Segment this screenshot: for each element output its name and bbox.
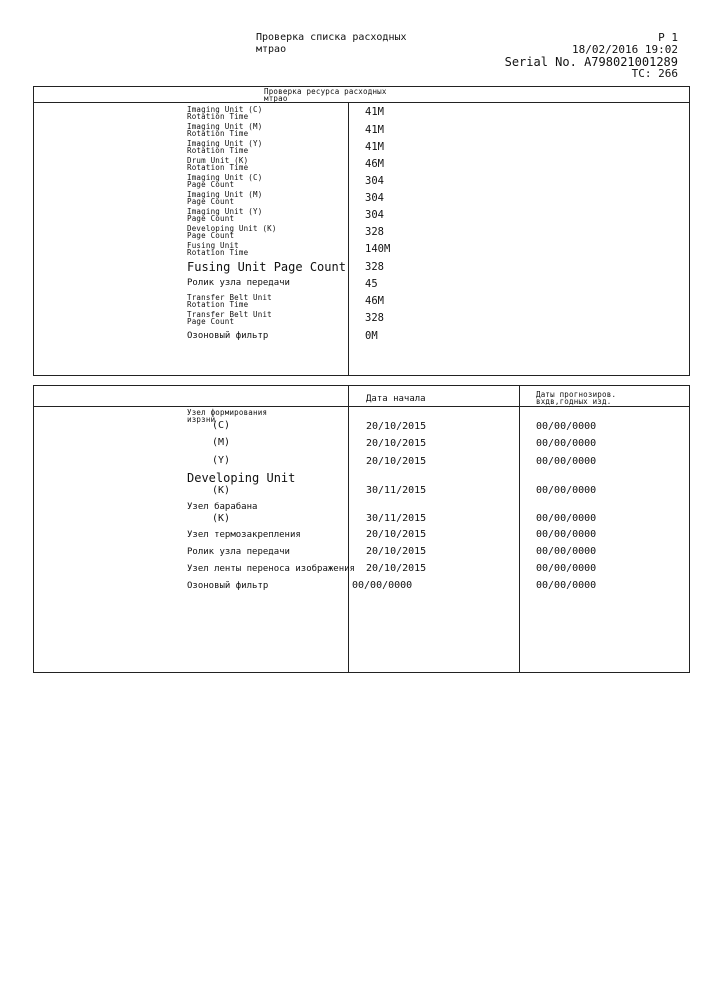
row-forecast-date: 00/00/0000	[536, 513, 597, 524]
row-start-date: 00/00/0000	[352, 580, 413, 591]
row-value: 41M	[365, 106, 384, 118]
row-value: 46M	[365, 295, 384, 307]
row-start-date: 20/10/2015	[366, 563, 427, 574]
report-title	[256, 32, 407, 56]
column-divider	[348, 102, 349, 375]
row-forecast-date: 00/00/0000	[536, 580, 597, 591]
row-start-date: 20/10/2015	[366, 438, 427, 449]
row-forecast-date: 00/00/0000	[536, 529, 597, 540]
row-label: Узел ленты переноса изображения	[187, 564, 355, 574]
row-value: 328	[365, 261, 384, 273]
row-value: 140M	[365, 243, 391, 255]
row-start-date: 20/10/2015	[366, 456, 427, 467]
row-label: Imaging Unit (Y) Rotation Time	[187, 139, 263, 155]
row-forecast-date: 00/00/0000	[536, 485, 597, 496]
row-label: Ролик узла передачи	[187, 278, 290, 288]
row-value: 46M	[365, 158, 384, 170]
column-header-forecast: Даты прогнозиров. вхдв,годных изд.	[536, 390, 617, 406]
row-value: 328	[365, 226, 384, 238]
row-forecast-date: 00/00/0000	[536, 456, 597, 467]
group-label: Developing Unit	[187, 471, 296, 485]
row-forecast-date: 00/00/0000	[536, 421, 597, 432]
row-start-date: 30/11/2015	[366, 485, 427, 496]
row-value: 45	[365, 278, 378, 290]
group-label: Узел барабана	[187, 502, 258, 512]
table-divider	[34, 406, 689, 407]
row-label: Ролик узла передачи	[187, 547, 290, 557]
row-forecast-date: 00/00/0000	[536, 546, 597, 557]
row-label: Imaging Unit (C) Page Count	[187, 173, 263, 189]
row-label: (K)	[212, 513, 231, 524]
row-label: Imaging Unit (C) Rotation Time	[187, 105, 263, 121]
column-divider	[519, 386, 520, 672]
page-number: P 1	[658, 31, 678, 44]
report-title-line2: мтрао	[256, 44, 287, 55]
column-divider	[348, 386, 349, 672]
row-value: 41M	[365, 124, 384, 136]
consumables-usage-table	[33, 86, 690, 376]
row-start-date: 30/11/2015	[366, 513, 427, 524]
row-value: 0M	[365, 330, 378, 342]
report-title-line1: Проверка списка расходных	[256, 32, 407, 43]
row-label: Transfer Belt Unit Page Count	[187, 310, 272, 326]
row-start-date: 20/10/2015	[366, 546, 427, 557]
group-label: Узел формирования изрзнй	[187, 408, 268, 424]
tc-counter: TC: 266	[631, 67, 678, 80]
row-label: Imaging Unit (Y) Page Count	[187, 207, 263, 223]
table-divider	[34, 102, 689, 103]
row-value: 41M	[365, 141, 384, 153]
row-value: 304	[365, 192, 384, 204]
row-value: 328	[365, 312, 384, 324]
row-start-date: 20/10/2015	[366, 529, 427, 540]
row-start-date: 20/10/2015	[366, 421, 427, 432]
row-forecast-date: 00/00/0000	[536, 563, 597, 574]
row-label: (K)	[212, 485, 231, 496]
row-label: (Y)	[212, 455, 231, 466]
section1-title: Проверка ресурса расходных мтрао	[264, 87, 387, 103]
row-label: Озоновый фильтр	[187, 581, 269, 591]
row-label: Узел термозакрепления	[187, 530, 301, 540]
row-label: Imaging Unit (M) Page Count	[187, 190, 263, 206]
serial-number: Serial No. A798021001289	[504, 55, 678, 69]
row-value: 304	[365, 209, 384, 221]
column-header-start-date: Дата начала	[366, 394, 426, 404]
row-label: Fusing Unit Rotation Time	[187, 241, 249, 257]
row-label: Озоновый фильтр	[187, 331, 269, 341]
report-datetime: 18/02/2016 19:02	[572, 43, 678, 56]
row-forecast-date: 00/00/0000	[536, 438, 597, 449]
row-label: Drum Unit (K) Rotation Time	[187, 156, 249, 172]
row-label: (M)	[212, 437, 231, 448]
row-label: Imaging Unit (M) Rotation Time	[187, 122, 263, 138]
row-label: (C)	[212, 420, 231, 431]
row-label: Transfer Belt Unit Rotation Time	[187, 293, 272, 309]
row-label: Developing Unit (K) Page Count	[187, 224, 277, 240]
row-value: 304	[365, 175, 384, 187]
report-meta	[505, 32, 678, 80]
row-label: Fusing Unit Page Count	[187, 260, 346, 274]
